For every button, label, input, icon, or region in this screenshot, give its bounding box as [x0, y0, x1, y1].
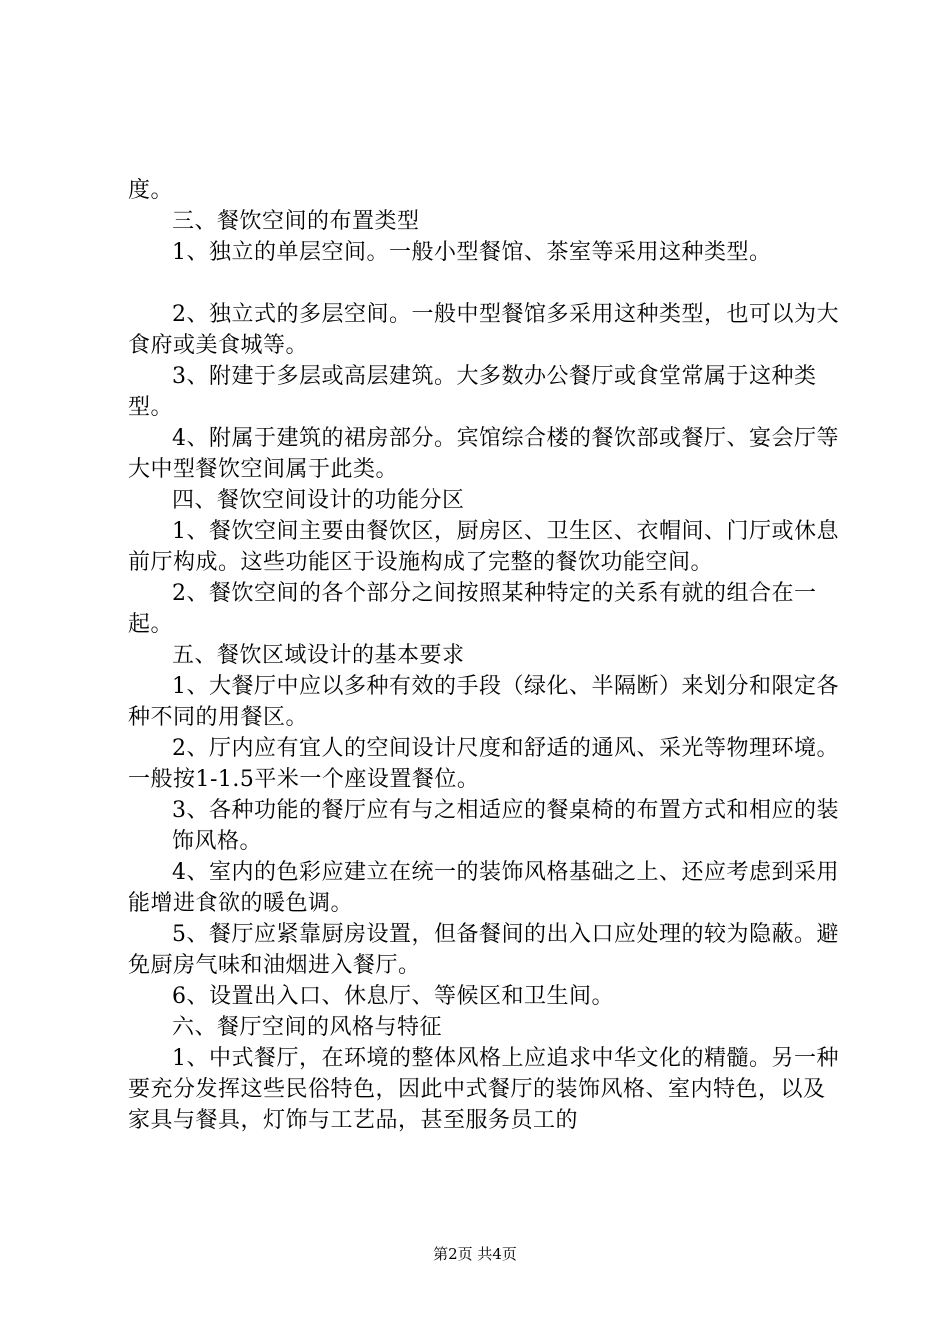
paragraph: 饰风格。	[172, 829, 263, 854]
paragraph: 六、餐厅空间的风格与特征	[172, 1015, 443, 1040]
paragraph: 1、中式餐厅，在环境的整体风格上应追求中华文化的精髓。另一种要充分发挥这些民俗特色，因此中式餐厅的装饰风格、室内特色，以及家具与餐具，灯饰与工艺品，甚至服务员工的	[128, 1046, 839, 1133]
paragraph: 2、厅内应有宜人的空间设计尺度和舒适的通风、采光等物理环境。一般按1-1.5平米一个座设置餐位。	[128, 736, 839, 792]
paragraph: 4、室内的色彩应建立在统一的装饰风格基础之上、还应考虑到采用能增进食欲的暖色调。	[128, 860, 839, 916]
paragraph: 1、大餐厅中应以多种有效的手段（绿化、半隔断）来划分和限定各种不同的用餐区。	[128, 674, 839, 730]
paragraph: 6、设置出入口、休息厅、等候区和卫生间。	[172, 984, 614, 1009]
paragraph: 度。	[128, 178, 174, 203]
paragraph: 3、附建于多层或高层建筑。大多数办公餐厅或食堂常属于这种类型。	[128, 364, 817, 420]
paragraph: 1、独立的单层空间。一般小型餐馆、茶室等采用这种类型。	[172, 240, 772, 265]
paragraph: 4、附属于建筑的裙房部分。宾馆综合楼的餐饮部或餐厅、宴会厅等大中型餐饮空间属于此类。	[128, 426, 839, 482]
paragraph: 1、餐饮空间主要由餐饮区，厨房区、卫生区、衣帽间、门厅或休息前厅构成。这些功能区于设施构成了完整的餐饮功能空间。	[128, 519, 839, 575]
document-body	[128, 175, 840, 1136]
paragraph: 3、各种功能的餐厅应有与之相适应的餐桌椅的布置方式和相应的装	[172, 798, 839, 823]
paragraph: 2、独立式的多层空间。一般中型餐馆多采用这种类型，也可以为大食府或美食城等。	[128, 302, 839, 358]
page-footer: 第2页 共4页	[433, 1245, 517, 1263]
paragraph: 5、餐厅应紧靠厨房设置，但备餐间的出入口应处理的较为隐蔽。避免厨房气味和油烟进入餐厅。	[128, 922, 839, 978]
paragraph: 五、餐饮区域设计的基本要求	[172, 643, 465, 668]
paragraph: 三、餐饮空间的布置类型	[172, 209, 420, 234]
paragraph: 2、餐饮空间的各个部分之间按照某种特定的关系有就的组合在一起。	[128, 581, 817, 637]
paragraph: 四、餐饮空间设计的功能分区	[172, 488, 465, 513]
